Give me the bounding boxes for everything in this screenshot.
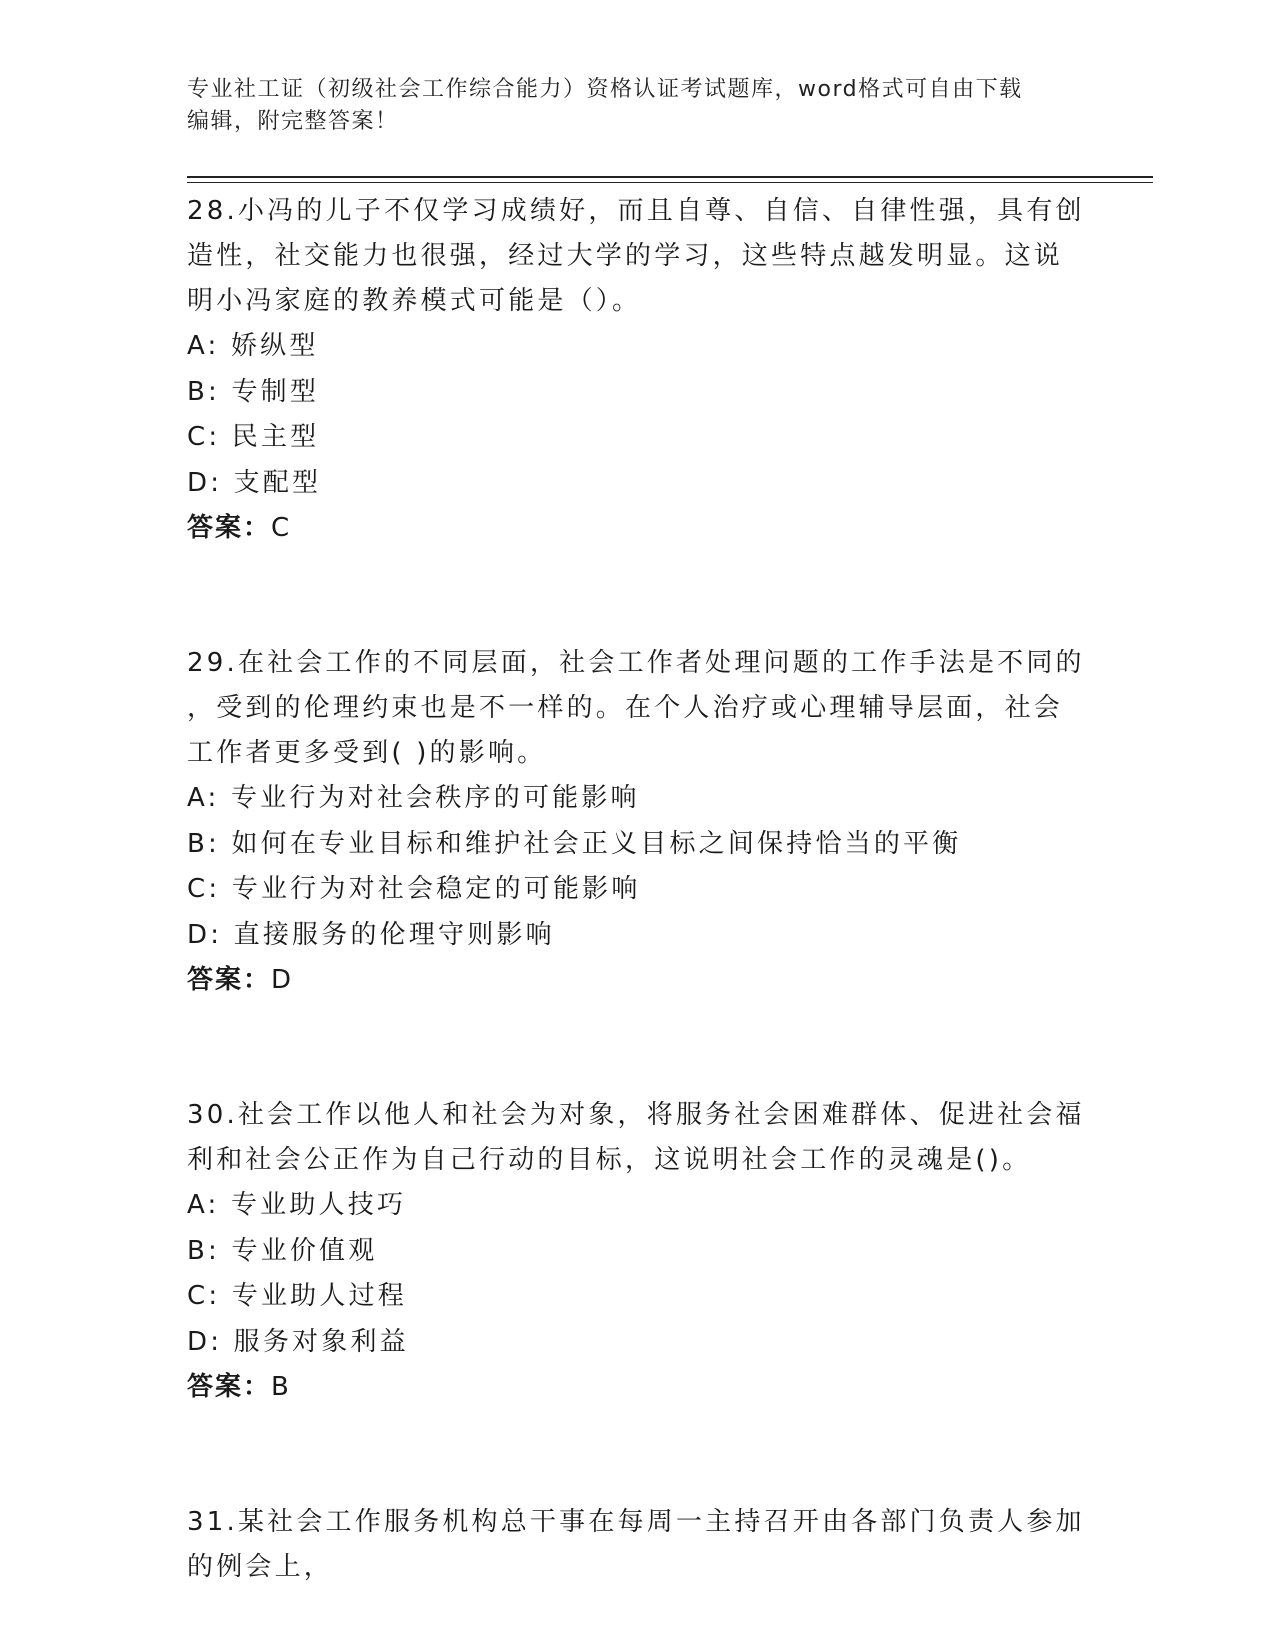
question-text-line: 29.在社会工作的不同层面，社会工作者处理问题的工作手法是不同的 [187, 648, 1085, 678]
option-d: D: 支配型 [187, 467, 322, 498]
question-30 [187, 1093, 1087, 1410]
option-a: A: 专业行为对社会秩序的可能影响 [187, 783, 640, 813]
question-28 [187, 189, 1087, 551]
answer-line [187, 1365, 1087, 1410]
option-c: C: 民主型 [187, 422, 320, 452]
question-31 [187, 1500, 1087, 1590]
question-text-line: 利和社会公正作为自己行动的目标，这说明社会工作的灵魂是()。 [187, 1145, 1032, 1175]
answer-value: D [271, 965, 293, 995]
option-d: D: 直接服务的伦理守则影响 [187, 919, 555, 950]
answer-label: 答案： [187, 513, 272, 543]
answer-line [187, 958, 1087, 1003]
question-list [187, 189, 1087, 1590]
question-text-line: ，受到的伦理约束也是不一样的。在个人治疗或心理辅导层面，社会 [187, 693, 1064, 723]
answer-label: 答案： [187, 965, 272, 995]
header-rule-bottom [187, 182, 1153, 183]
question-text-line: 的例会上， [187, 1552, 334, 1582]
header-rule-top [187, 176, 1153, 178]
option-c: C: 专业助人过程 [187, 1281, 407, 1311]
option-c: C: 专业行为对社会稳定的可能影响 [187, 874, 641, 904]
header-line-2: 编辑，附完整答案！ [187, 109, 399, 134]
question-text-line: 28.小冯的儿子不仅学习成绩好，而且自尊、自信、自律性强，具有创 [187, 196, 1085, 226]
answer-label: 答案： [187, 1372, 272, 1402]
question-text-line: 造性，社交能力也很强，经过大学的学习，这些特点越发明显。这说 [187, 241, 1064, 271]
question-text-line: 工作者更多受到( )的影响。 [187, 738, 547, 768]
option-a: A: 专业助人技巧 [187, 1190, 407, 1220]
option-b: B: 如何在专业目标和维护社会正义目标之间保持恰当的平衡 [187, 828, 962, 859]
question-text-line: 明小冯家庭的教养模式可能是（）。 [187, 286, 642, 316]
question-29 [187, 641, 1087, 1003]
document-header [187, 74, 1087, 138]
question-text-line: 31.某社会工作服务机构总干事在每周一主持召开由各部门负责人参加 [187, 1507, 1085, 1537]
answer-value: B [271, 1372, 290, 1402]
answer-value: C [271, 513, 291, 543]
question-text-line: 30.社会工作以他人和社会为对象，将服务社会困难群体、促进社会福 [187, 1100, 1085, 1130]
option-d: D: 服务对象利益 [187, 1326, 409, 1357]
answer-line [187, 506, 1087, 551]
option-a: A: 娇纵型 [187, 331, 319, 361]
option-b: B: 专业价值观 [187, 1235, 378, 1266]
header-line-1: 专业社工证（初级社会工作综合能力）资格认证考试题库，word格式可自由下载 [187, 77, 1023, 102]
question-spacer [187, 1003, 1087, 1093]
question-spacer [187, 1410, 1087, 1500]
question-spacer [187, 551, 1087, 641]
option-b: B: 专制型 [187, 376, 320, 407]
